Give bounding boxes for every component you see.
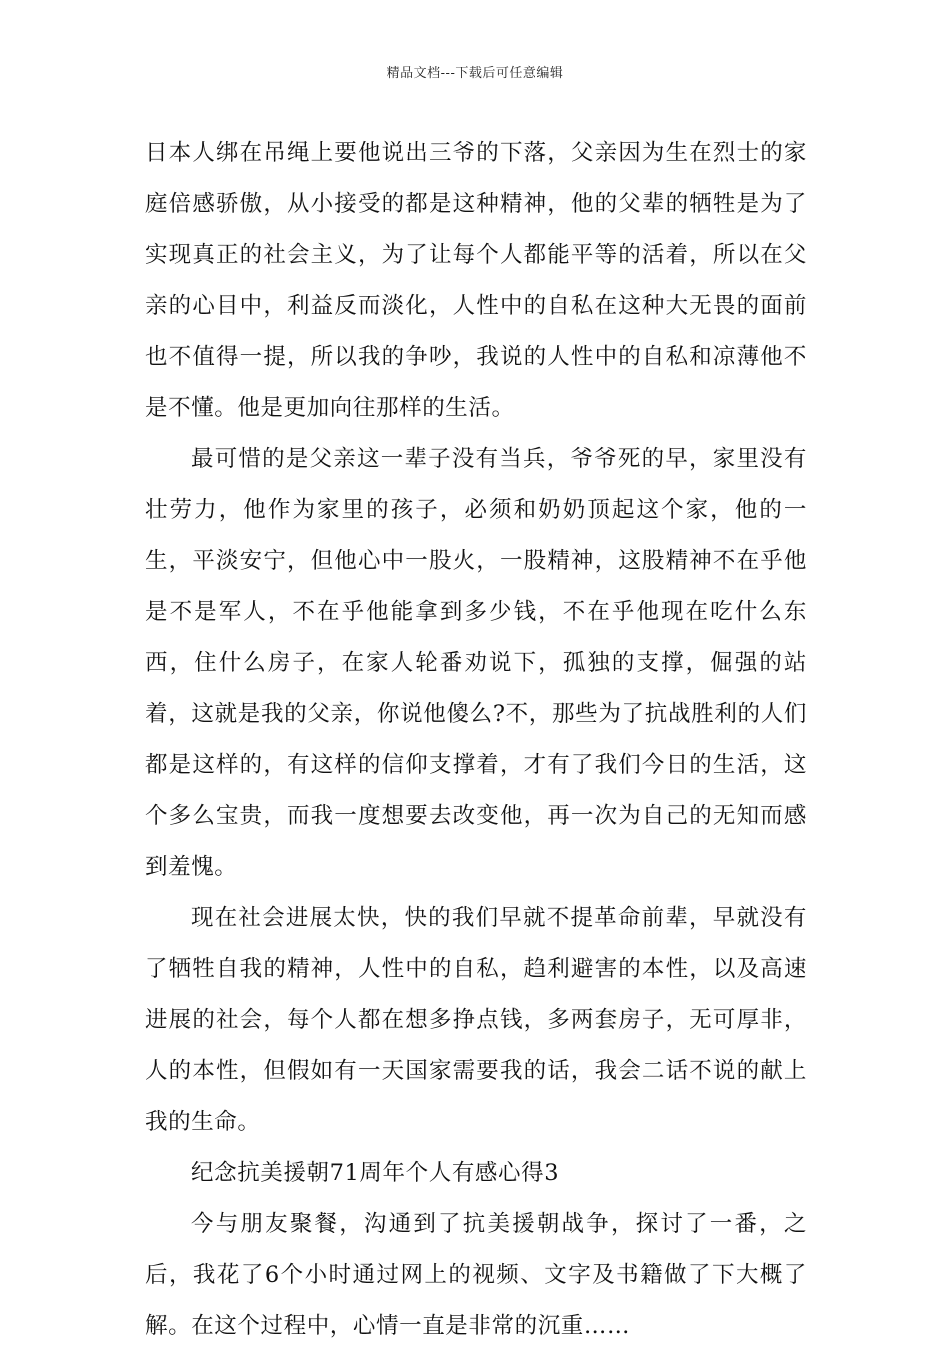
paragraph-society: 现在社会进展太快，快的我们早就不提革命前辈，早就没有了牺牲自我的精神，人性中的自私，趋利避害的本性，以及高速进展的社会，每个人都在想多挣点钱，多两套房子，无可厚非，人的本性，但假如有一天国家需要我的话，我会二话不说的献上我的生命。 [145, 905, 807, 1135]
paragraph-father-life: 最可惜的是父亲这一辈子没有当兵，爷爷死的早，家里没有壮劳力，他作为家里的孩子，必须和奶奶顶起这个家，他的一生，平淡安宁，但他心中一股火，一股精神，这股精神不在乎他是不是军人，不在乎他能拿到多少钱，不在乎他现在吃什么东西，住什么房子，在家人轮番劝说下，孤独的支撑，倔强的站着，这就是我的父亲，你说他傻么?不，那些为了抗战胜利的人们都是这样的，有这样的信仰支撑着，才有了我们今日的生活，这个多么宝贵，而我一度想要去改变他，再一次为自己的无知而感到羞愧。 [145, 446, 807, 880]
paragraph-gathering: 今与朋友聚餐，沟通到了抗美援朝战争，探讨了一番，之后，我花了6个小时通过网上的视频、文字及书籍做了下大概了解。在这个过程中，心情一直是非常的沉重…… [145, 1211, 807, 1339]
document-body [145, 128, 807, 1352]
paragraph-continued: 日本人绑在吊绳上要他说出三爷的下落，父亲因为生在烈士的家庭倍感骄傲，从小接受的都是这种精神，他的父辈的牺牲是为了实现真正的社会主义，为了让每个人都能平等的活着，所以在父亲的心目中，利益反而淡化，人性中的自私在这种大无畏的面前也不值得一提，所以我的争吵，我说的人性中的自私和凉薄他不是不懂。他是更加向往那样的生活。 [145, 140, 807, 421]
page-header: 精品文档---下载后可任意编辑 [386, 66, 564, 81]
section-title: 纪念抗美援朝71周年个人有感心得3 [191, 1160, 560, 1186]
